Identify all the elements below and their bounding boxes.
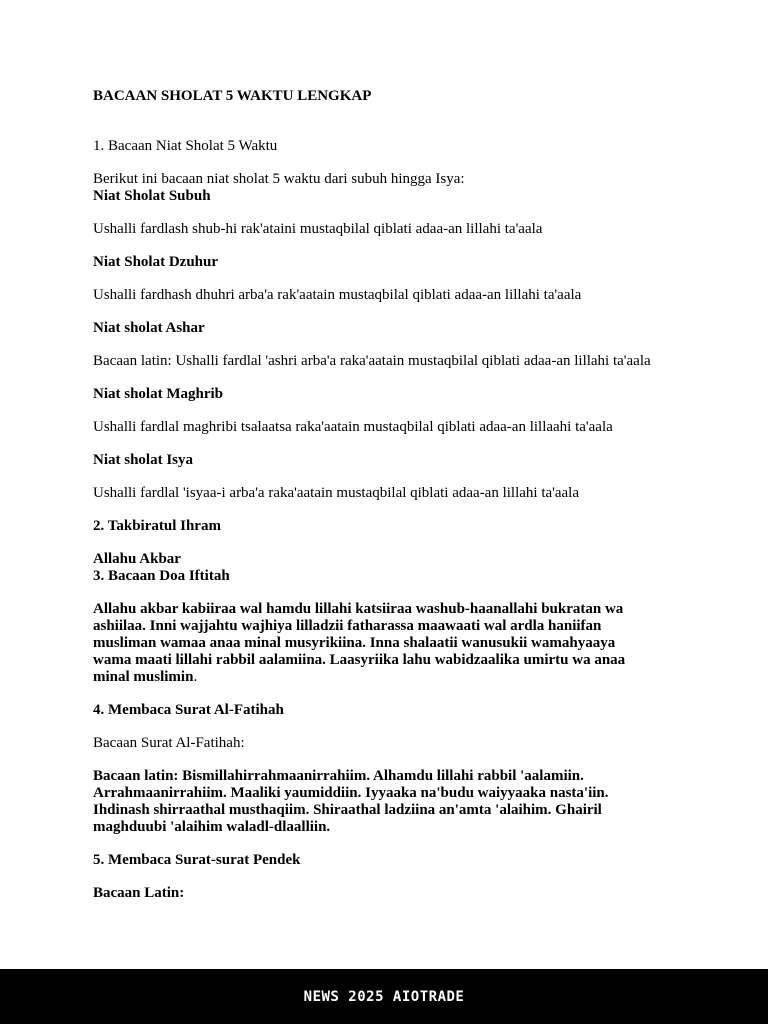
section-4-heading: 4. Membaca Surat Al-Fatihah [93, 702, 284, 718]
section-3-text [93, 601, 653, 686]
niat-maghrib-heading: Niat sholat Maghrib [93, 386, 224, 402]
niat-ashar-heading: Niat sholat Ashar [93, 320, 205, 336]
doa-iftitah-period: . [193, 669, 198, 685]
section-5-heading: 5. Membaca Surat-surat Pendek [93, 852, 301, 868]
document-title: BACAAN SHOLAT 5 WAKTU LENGKAP [93, 88, 372, 104]
niat-subuh-text: Ushalli fardlash shub-hi rak'ataini mustaqbilal qiblati adaa-an lillahi ta'aala [93, 221, 543, 237]
section-1-heading: 1. Bacaan Niat Sholat 5 Waktu [93, 138, 278, 154]
doa-iftitah-text: Allahu akbar kabiiraa wal hamdu lillahi katsiiraa washub-haanallahi bukratan wa ashiilaa. Inni wajjahtu wajhiya lilladzii fatharassa maawaati wal ardla haniifan musliman wamaa anaa minal musyrikiina. Inna shalaatii wanusukii wamahyaaya wama maati lillahi rabbil aalamiina. Laasyriika lahu wabidzaalika umirtu wa anaa minal muslimin [93, 601, 626, 685]
section-4-text: Bacaan latin: Bismillahirrahmaanirrahiim. Alhamdu lillahi rabbil 'aalamiin. Arrahmaanirrahiim. Maaliki yaumiddiin. Iyyaaka na'budu waiyyaaka nasta'iin. Ihdinash shirraathal musthaqiim. Shiraathal ladziina an'amta 'alaihim. Ghairil maghduubi 'alaihim waladl-dlaalliin. [93, 768, 609, 835]
section-2-heading: 2. Takbiratul Ihram [93, 518, 221, 534]
section-5-text: Bacaan Latin: [93, 885, 185, 901]
section-3-heading: 3. Bacaan Doa Iftitah [93, 568, 230, 584]
niat-dzuhur-heading: Niat Sholat Dzuhur [93, 254, 219, 270]
niat-subuh-heading: Niat Sholat Subuh [93, 188, 211, 204]
document-body [93, 88, 693, 902]
niat-ashar-text: Bacaan latin: Ushalli fardlal 'ashri arba'a raka'aatain mustaqbilal qiblati adaa-an lillahi ta'aala [93, 353, 651, 369]
section-2-text: Allahu Akbar [93, 551, 181, 567]
section-4-intro: Bacaan Surat Al-Fatihah: [93, 735, 245, 751]
niat-dzuhur-text: Ushalli fardhash dhuhri arba'a rak'aatain mustaqbilal qiblati adaa-an lillahi ta'aala [93, 287, 582, 303]
footer-banner [0, 969, 768, 1024]
niat-isya-heading: Niat sholat Isya [93, 452, 194, 468]
niat-maghrib-text: Ushalli fardlal maghribi tsalaatsa raka'aatain mustaqbilal qiblati adaa-an lillaahi ta'aala [93, 419, 613, 435]
niat-isya-text: Ushalli fardlal 'isyaa-i arba'a raka'aatain mustaqbilal qiblati adaa-an lillahi ta'aala [93, 485, 580, 501]
footer-text: NEWS 2025 AIOTRADE [303, 988, 465, 1005]
section-1-intro: Berikut ini bacaan niat sholat 5 waktu dari subuh hingga Isya: [93, 171, 465, 187]
